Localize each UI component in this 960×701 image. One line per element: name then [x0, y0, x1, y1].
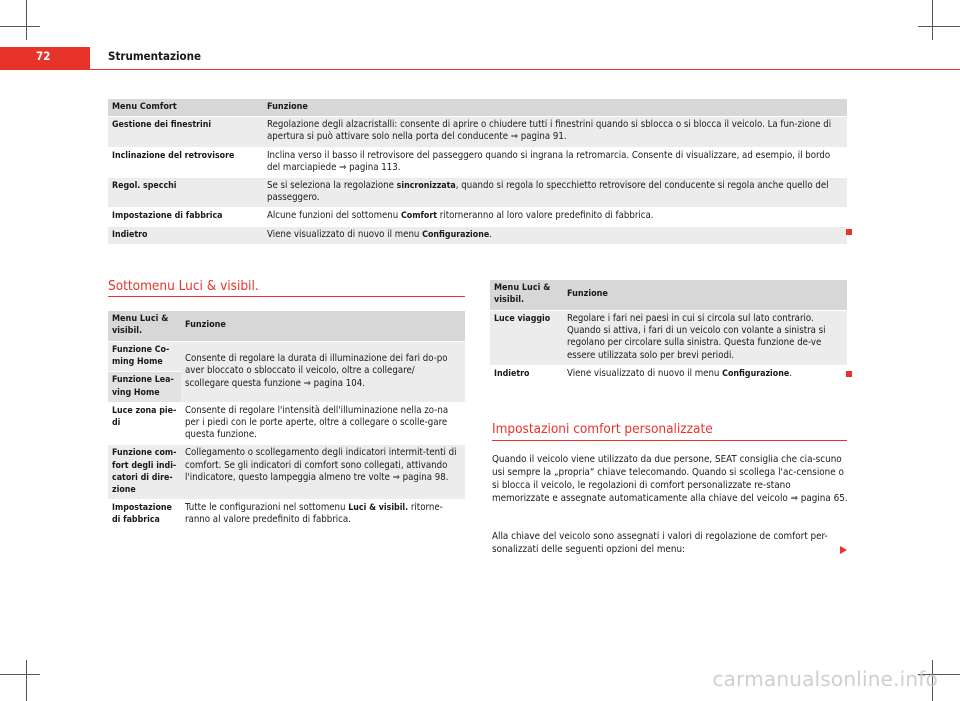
column-header: Menu Luci & visibil. [490, 280, 563, 311]
table-row [108, 117, 847, 147]
section-rule [492, 440, 847, 441]
row-key: Inclinazione del retrovisore [108, 148, 263, 178]
page-number: 72 [36, 49, 51, 63]
row-value [263, 208, 847, 226]
row-key: Indietro [490, 366, 563, 384]
row-value: Consente di regolare l'intensità dell'illuminazione nella zo-na per i piedi con le porte aperte, oltre a collegare o scolle-gare questa funzione. [181, 403, 465, 446]
comfort-table [108, 99, 847, 245]
row-value: Consente di regolare la durata di illuminazione dei fari do-po aver bloccato o sbloccato il veicolo, oltre a collegare/ scollegare questa funzione ⇒ pagina 104. [181, 342, 465, 403]
table-row [108, 208, 847, 226]
value-text: . [789, 367, 792, 379]
table-row [490, 311, 847, 366]
table-row [108, 445, 465, 500]
column-header: Funzione [563, 280, 847, 311]
section-end-marker [846, 229, 852, 235]
luci-table-continued [490, 280, 847, 384]
row-value [263, 227, 847, 245]
row-key: Funzione Lea-ving Home [108, 372, 181, 402]
row-key: Funzione Co-ming Home [108, 342, 181, 372]
value-text: Viene visualizzato di nuovo il menu [567, 367, 723, 379]
row-value [563, 366, 847, 384]
page-number-box [0, 47, 90, 70]
section-title-luci: Sottomenu Luci & visibil. [108, 278, 259, 294]
table-header-row [490, 280, 847, 311]
table-row [108, 178, 847, 208]
row-key: Gestione dei finestrini [108, 117, 263, 147]
table-row [108, 342, 465, 372]
row-key: Luce viaggio [490, 311, 563, 366]
crop-mark [26, 660, 27, 701]
value-emphasis: Luci & visibil. [348, 503, 409, 514]
value-text: Alcune funzioni del sottomenu [267, 210, 401, 222]
value-emphasis: Comfort [401, 211, 438, 222]
page-title: Strumentazione [108, 49, 202, 63]
continue-arrow-icon [840, 546, 847, 554]
value-text: , quando si regola lo specchietto retrovisore del conducente si regola anche quello del passeggero. [267, 180, 829, 204]
value-emphasis: Configurazione [422, 229, 490, 240]
watermark: carmanualsonline.info [712, 667, 938, 691]
crop-mark [918, 26, 960, 27]
section-title-comfort-personalizzate: Impostazioni comfort personalizzate [492, 421, 713, 437]
value-text: Viene visualizzato di nuovo il menu [267, 228, 423, 240]
column-header: Menu Comfort [108, 99, 263, 117]
paragraph: Quando il veicolo viene utilizzato da due persone, SEAT consiglia che cia-scuno usi sempre la „propria“ chiave telecomando. Quando si scollega l'ac-censione o si blocca il veicolo, le regolazioni di comfort personalizzate re-stano memorizzate e assegnate automaticamente alla chiave del veicolo ⇒ pagina 65. [492, 454, 848, 504]
table-row [108, 227, 847, 245]
table-row [108, 500, 465, 530]
section-end-marker [846, 371, 852, 377]
value-text: Tutte le configurazioni nel sottomenu [185, 502, 349, 514]
value-text: . [489, 228, 492, 240]
table-header-row [108, 311, 465, 342]
luci-table [108, 311, 465, 531]
crop-mark [26, 0, 27, 40]
column-header: Menu Luci & visibil. [108, 311, 181, 342]
crop-mark [0, 674, 40, 675]
value-text: ritorne-ranno al valore predefinito di fabbrica. [185, 502, 443, 526]
row-key: Impostazione di fabbrica [108, 500, 181, 530]
table-row [108, 148, 847, 178]
row-value [263, 178, 847, 208]
row-key: Impostazione di fabbrica [108, 208, 263, 226]
value-emphasis: Configurazione [722, 368, 790, 379]
value-emphasis: sincronizzata [396, 181, 456, 192]
section-rule [108, 296, 465, 297]
column-header: Funzione [263, 99, 847, 117]
value-text: Se si seleziona la regolazione [267, 180, 397, 192]
row-value: Collegamento o scollegamento degli indicatori intermit-tenti di comfort. Se gli indicatori di comfort sono collegati, attivando l'indicatore, questo lampeggia almeno tre volte ⇒ pagina 98. [181, 445, 465, 500]
header-rule [90, 69, 960, 70]
row-value: Regolazione degli alzacristalli: consente di aprire o chiudere tutti i finestrini quando si sblocca o si blocca il veicolo. La fun-zione di apertura si può attivare solo nella porta del conducente ⇒ pagina 91. [263, 117, 847, 147]
table-row [108, 403, 465, 446]
row-value: Inclina verso il basso il retrovisore del passeggero quando si ingrana la retromarcia. Consente di visualizzare, ad esempio, il bordo del marciapiede ⇒ pagina 113. [263, 148, 847, 178]
table-row [490, 366, 847, 384]
crop-mark [0, 26, 40, 27]
row-value [181, 500, 465, 530]
table-header-row [108, 99, 847, 117]
row-key: Funzione com-fort degli indi-catori di dire-zione [108, 445, 181, 500]
value-text: ritorneranno al loro valore predefinito di fabbrica. [437, 210, 654, 222]
row-value: Regolare i fari nei paesi in cui si circola sul lato contrario. Quando si attiva, i fari di un veicolo con volante a sinistra si regolano per circolare sulla sinistra. Questa funzione de-ve essere utilizzata solo per brevi periodi. [563, 311, 847, 366]
paragraph: Alla chiave del veicolo sono assegnati i valori di regolazione de comfort per-sonalizzati delle seguenti opzioni del menu: [492, 531, 828, 555]
row-key: Luce zona pie-di [108, 403, 181, 446]
crop-mark [932, 0, 933, 40]
row-key: Indietro [108, 227, 263, 245]
column-header: Funzione [181, 311, 465, 342]
row-key: Regol. specchi [108, 178, 263, 208]
